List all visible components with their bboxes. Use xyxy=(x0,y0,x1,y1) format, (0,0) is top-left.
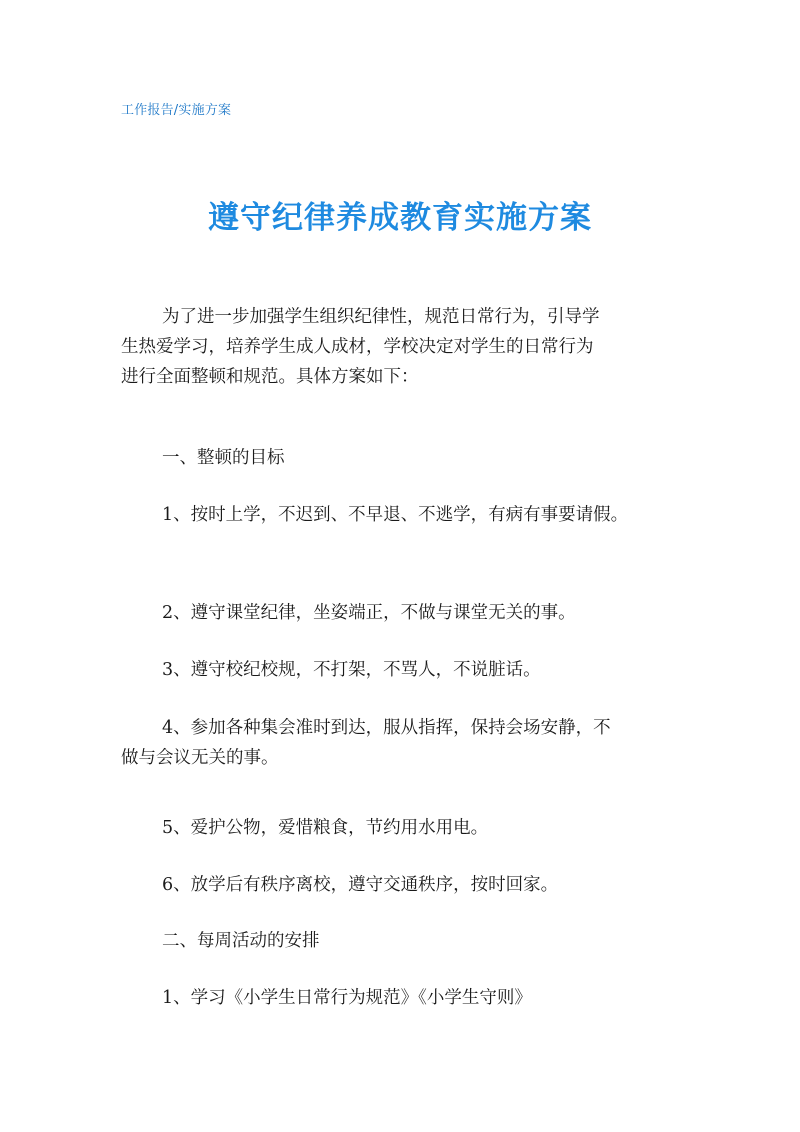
intro-line-1: 为了进一步加强学生组织纪律性，规范日常行为，引导学 xyxy=(162,307,600,327)
section-1-item-4-line-1: 4、参加各种集会准时到达，服从指挥，保持会场安静，不 xyxy=(162,718,611,738)
section-1-item-2: 2、遵守课堂纪律，坐姿端正，不做与课堂无关的事。 xyxy=(162,603,576,623)
intro-paragraph xyxy=(121,302,600,392)
intro-line-3: 进行全面整顿和规范。具体方案如下： xyxy=(121,367,419,387)
section-1-item-4-line-2: 做与会议无关的事。 xyxy=(121,748,279,768)
section-1-heading: 一、整顿的目标 xyxy=(162,448,285,468)
section-1-item-5: 5、爱护公物，爱惜粮食，节约用水用电。 xyxy=(162,818,489,838)
section-1-item-4 xyxy=(121,713,611,773)
page-title: 遵守纪律养成教育实施方案 xyxy=(208,200,592,236)
section-2-item-1: 1、学习《小学生日常行为规范》《小学生守则》 xyxy=(162,988,532,1008)
section-2-heading: 二、每周活动的安排 xyxy=(162,931,320,951)
breadcrumb: 工作报告/实施方案 xyxy=(121,103,232,118)
section-1-item-3: 3、遵守校纪校规，不打架，不骂人，不说脏话。 xyxy=(162,660,541,680)
section-1-item-1: 1、按时上学，不迟到、不早退、不逃学，有病有事要请假。 xyxy=(162,505,629,525)
intro-line-2: 生热爱学习，培养学生成人成材，学校决定对学生的日常行为 xyxy=(121,337,594,357)
section-1-item-6: 6、放学后有秩序离校，遵守交通秩序，按时回家。 xyxy=(162,875,559,895)
